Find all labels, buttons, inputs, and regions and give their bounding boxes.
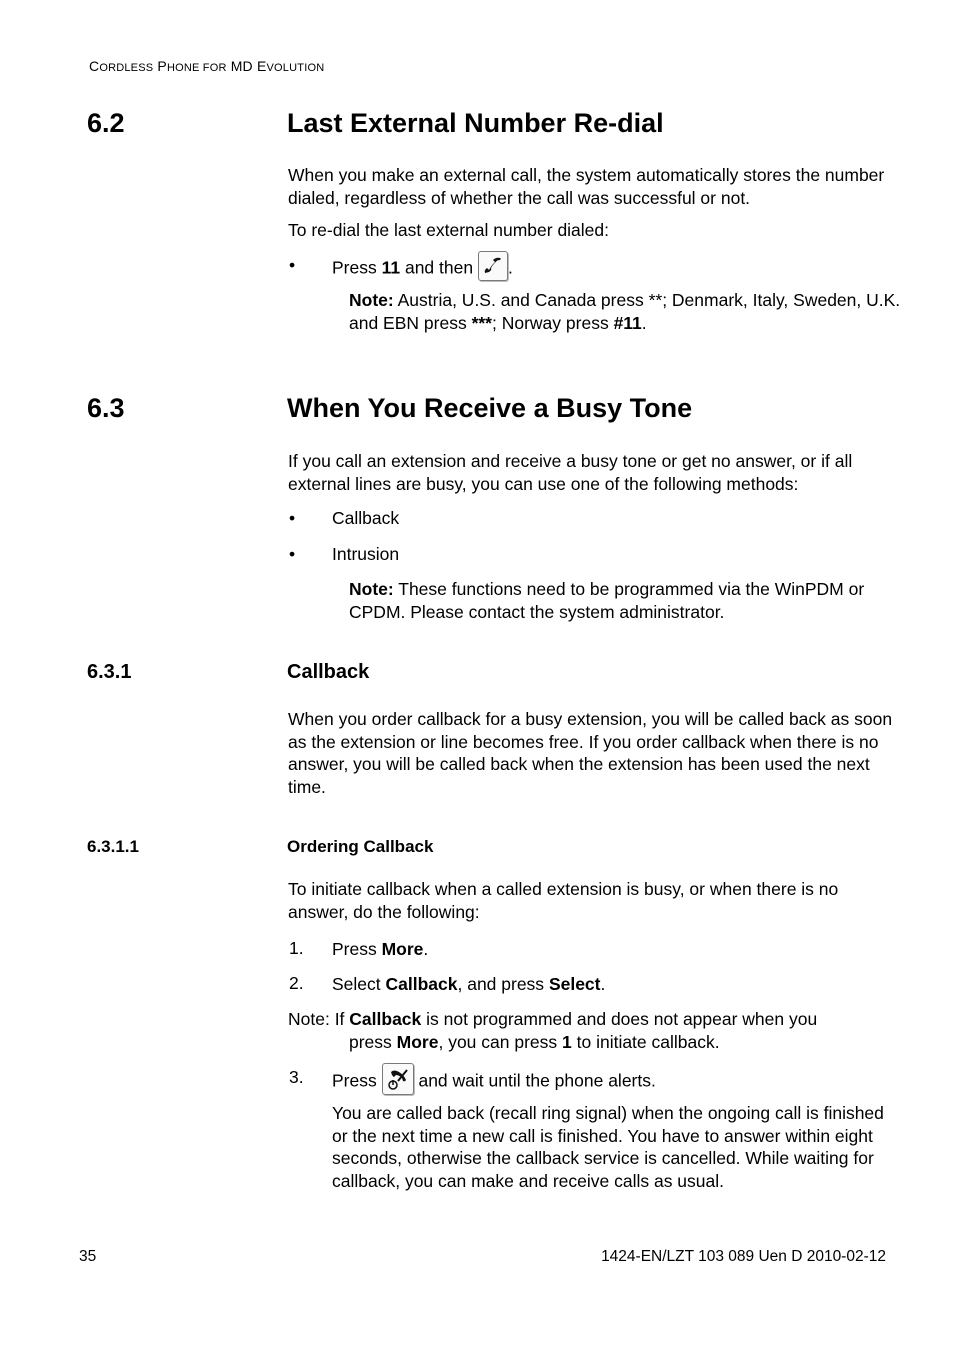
- list-item: Callback: [332, 508, 400, 528]
- paragraph: When you order callback for a busy extension, you will be called back as soon as the extension or line becomes free. If you order callback when there is no answer, you will be called back when the extension has been used the next time.: [288, 709, 893, 797]
- step-number: 3.: [289, 1067, 304, 1087]
- section-title: When You Receive a Busy Tone: [287, 393, 693, 423]
- paragraph: When you make an external call, the system automatically stores the number dialed, regardless of whether the call was successful or not.: [288, 165, 885, 208]
- section-number: 6.3: [87, 393, 125, 423]
- subsubsection-title: Ordering Callback: [287, 837, 434, 856]
- section-title: Last External Number Re-dial: [287, 108, 664, 138]
- note-continued: press More, you can press 1 to initiate callback.: [349, 1032, 720, 1052]
- paragraph: If you call an extension and receive a busy tone or get no answer, or if all external lines are busy, you can use one of the following methods:: [288, 451, 853, 494]
- list-item: Press More.: [332, 939, 429, 959]
- subsection-title: Callback: [287, 661, 370, 683]
- page-number: 35: [79, 1248, 97, 1265]
- bullet-marker: •: [289, 508, 296, 528]
- header-initial: E: [256, 58, 267, 74]
- step-number: 2.: [289, 973, 304, 993]
- header-smallcaps: VOLUTION: [266, 62, 325, 74]
- section-number: 6.2: [87, 108, 125, 138]
- paragraph: To initiate callback when a called extension is busy, or when there is no answer, do the following:: [288, 879, 839, 922]
- header-initial: MD: [230, 58, 253, 74]
- list-item: Press 11 and then .: [332, 254, 513, 284]
- phone-off-hook-icon: [478, 251, 508, 281]
- header-smallcaps: HONE FOR: [166, 62, 227, 74]
- header-initial: P: [157, 58, 167, 74]
- subsection-number: 6.3.1: [87, 661, 132, 683]
- note: Note: If Callback is not programmed and does not appear when you: [288, 1009, 818, 1029]
- bullet-marker: •: [289, 255, 296, 275]
- running-header: [89, 58, 324, 74]
- note: Note: Austria, U.S. and Canada press **; Denmark, Italy, Sweden, U.K. and EBN press ***; Norway press #11.: [349, 290, 901, 333]
- header-initial: C: [89, 58, 100, 74]
- list-item: Press and wait until the phone alerts.: [332, 1066, 656, 1098]
- note: Note: These functions need to be programmed via the WinPDM or CPDM. Please contact the system administrator.: [349, 579, 865, 622]
- paragraph: You are called back (recall ring signal) when the ongoing call is finished or the next time a new call is finished. You have to answer within eight seconds, otherwise the callback service is cancelled. While waiting for callback, you can make and receive calls as usual.: [332, 1103, 884, 1191]
- step-number: 1.: [289, 938, 304, 958]
- subsubsection-number: 6.3.1.1: [87, 837, 139, 856]
- header-smallcaps: ORDLESS: [99, 62, 154, 74]
- list-item: Intrusion: [332, 544, 400, 564]
- list-item: Select Callback, and press Select.: [332, 974, 606, 994]
- phone-on-hook-power-icon: [382, 1063, 414, 1095]
- paragraph: To re-dial the last external number dialed:: [288, 220, 610, 240]
- document-id: 1424-EN/LZT 103 089 Uen D 2010-02-12: [601, 1248, 886, 1265]
- bullet-marker: •: [289, 544, 296, 564]
